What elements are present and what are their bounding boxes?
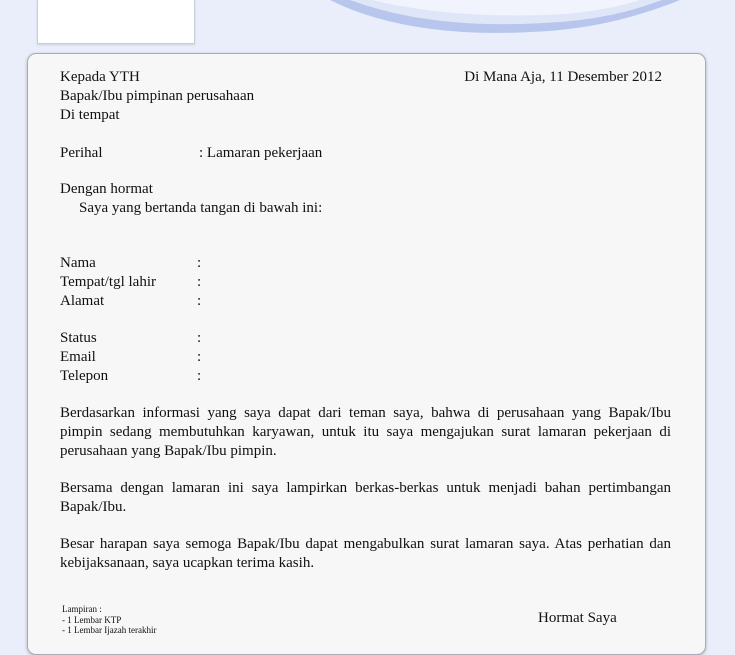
field-label-tempat-tgl-lahir: Tempat/tgl lahir bbox=[60, 274, 157, 290]
greeting: Dengan hormat bbox=[60, 181, 153, 197]
intro-line: Saya yang bertanda tangan di bawah ini: bbox=[79, 200, 323, 216]
field-label-telepon: Telepon bbox=[60, 368, 109, 384]
field-label-email: Email bbox=[60, 349, 96, 365]
closing-salutation: Hormat Saya bbox=[538, 610, 617, 626]
body-paragraph-1: Berdasarkan informasi yang saya dapat dari teman saya, bahwa di perusahaan yang Bapak/Ibu pimpin sedang membutuhkan karyawan, untuk itu saya mengajukan surat lamaran pekerjaan di perusahaan yang Bapak/Ibu pimpin. bbox=[60, 405, 671, 459]
field-label-alamat: Alamat bbox=[60, 293, 105, 309]
field-colon: : bbox=[197, 274, 202, 290]
subject-label: Perihal bbox=[60, 145, 103, 161]
field-colon: : bbox=[197, 255, 202, 271]
recipient-line-1: Kepada YTH bbox=[60, 69, 140, 85]
subject-value: : Lamaran pekerjaan bbox=[199, 145, 323, 161]
field-colon: : bbox=[197, 330, 202, 346]
attachment-item: - 1 Lembar Ijazah terakhir bbox=[62, 625, 157, 635]
attachments-title: Lampiran : bbox=[62, 604, 102, 614]
body-paragraph-2: Bersama dengan lamaran ini saya lampirkan berkas-berkas untuk menjadi bahan pertimbangan Bapak/Ibu. bbox=[60, 480, 671, 515]
body-paragraph-3: Besar harapan saya semoga Bapak/Ibu dapat mengabulkan surat lamaran saya. Atas perhatian dan kebijaksanaan, saya ucapkan terima kasih. bbox=[60, 536, 671, 571]
attachment-item: - 1 Lembar KTP bbox=[62, 615, 122, 625]
letter-date: Di Mana Aja, 11 Desember 2012 bbox=[464, 69, 662, 85]
recipient-line-2: Bapak/Ibu pimpinan perusahaan bbox=[60, 88, 255, 104]
field-colon: : bbox=[197, 293, 202, 309]
field-label-status: Status bbox=[60, 330, 97, 346]
thumbnail-placeholder bbox=[37, 0, 195, 44]
field-colon: : bbox=[197, 368, 202, 384]
field-label-nama: Nama bbox=[60, 255, 96, 271]
recipient-line-3: Di tempat bbox=[60, 107, 120, 123]
field-colon: : bbox=[197, 349, 202, 365]
